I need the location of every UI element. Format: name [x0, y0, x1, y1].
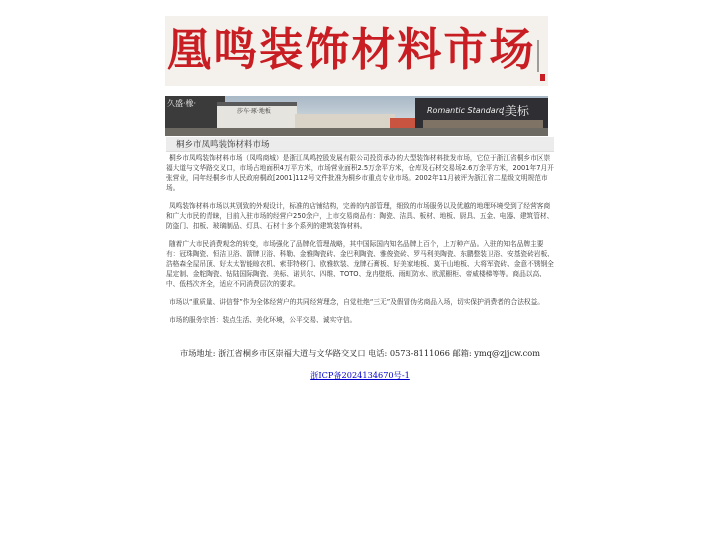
seal-stamp: [540, 74, 545, 81]
footer-icp: [0, 370, 720, 381]
footer-contact: 市场地址: 浙江省桐乡市区崇福大道与文华路交叉口 电话: 0573-8111066 邮箱: ymq@zjjcw.com: [180, 348, 540, 358]
photo-ground: [165, 128, 548, 136]
icp-link[interactable]: 浙ICP备2024134670号-1: [310, 370, 410, 380]
photo-sign-left: 久盛·橡·: [167, 99, 197, 108]
article-body: [166, 153, 556, 333]
section-header: [166, 137, 554, 152]
paragraph-intro: 桐乡市凤鸣装饰材料市场（凤鸣商城）是浙江凤鸣控股发展有限公司投资承办的大型装饰材料批发市场，它位于浙江省桐乡市区崇福大道与文华路交叉口，市场占地面积4万平方米，市场营业面积2.5万余平方米，仓库及石材交易场2.6万余平方米，2001年7月开张营业，同年经桐乡市人民政府桐政[2001]112号文件批准为桐乡市重点专业市场。2002年11月被评为浙江省二星级文明规范市场。: [166, 154, 554, 192]
paragraph-philosophy: 市场以“重质量、讲信誉”作为全体经营户的共同经营理念，自觉杜绝“三无”及假冒伪劣商品入场，切实保护消费者的合法权益。: [169, 298, 544, 306]
paragraph-service: 市场的服务宗旨：装点生活、美化环境，公平交易、诚实守信。: [169, 316, 357, 324]
paragraph-brands: 随着广大市民消费观念的转变，市场强化了品牌化管理战略，其中国际国内知名品牌上百个，上万种产品。入驻的知名品牌主要有：冠珠陶瓷、恒洁卫浴、箭牌卫浴、科勒、金雅陶瓷砖、金巴利陶瓷、雅俊瓷砖、罗马利美陶瓷、东鹏整装卫浴、安基瓷砖岩板、浩格森全屋吊顶、好太太智能晾衣机、索菲特移门、欧雅软装、龙牌石膏板、好美家地板、莫干山地板、大将军瓷砖、金意不锈钢全屋定制、金舵陶瓷、钻陆国际陶瓷、美标、诺贝尔、四维、TOTO、龙冉壁纸、雨虹防水、欧派橱柜、帝威楼梯等等。商品以高、中、低档次齐全，适应不同消费层次的要求。: [166, 240, 554, 288]
photo-sign-mid: 莎车·琢·地板: [237, 108, 271, 115]
calligraphy-banner: [165, 16, 548, 86]
market-photo: [165, 96, 548, 136]
section-title: 桐乡市凤鸣装饰材料市场: [176, 140, 270, 150]
photo-sign-right: Romantic Standard: [427, 106, 505, 115]
paragraph-features: 凤鸣装饰材料市场以其别致的外观设计，标准的店铺结构，完善的内部管理，细致的市场服务以及优越的地理环境受到了经营客商和广大市民的青睐，目前入驻市场的经营户250余户，上市交易商品有：陶瓷、洁具、板材、地板、厨具、五金、电器、建筑管材、防盗门、扣板、玻璃制品、灯具、石材十多个系列的建筑装饰材料。: [166, 202, 554, 230]
signature-mark: [537, 40, 545, 72]
photo-sign-right2: .美标: [501, 104, 529, 118]
banner-title: 凰鸣装饰材料市场: [167, 23, 536, 76]
